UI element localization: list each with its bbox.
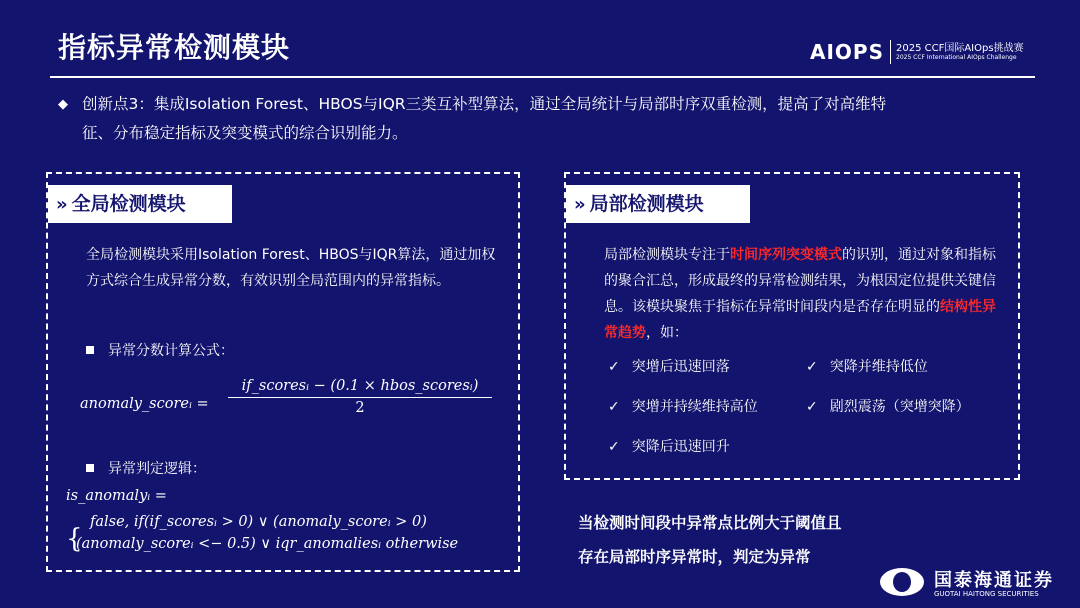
pattern-item [608,436,730,456]
innovation-line-2: 征、分布稳定指标及突变模式的综合识别能力。 [82,124,408,142]
logic-case-2: (anomaly_scoreᵢ <− 0.5) ∨ iqr_anomaliesᵢ otherwise [76,536,459,552]
company-name: 国泰海通证券 [934,570,1054,591]
formula-fraction [228,378,492,416]
score-formula-heading [86,340,234,360]
conclusion [578,506,842,574]
formula-numerator: if_scoresᵢ − (0.1 × hbos_scoresᵢ) [241,378,479,394]
innovation-line-1: 创新点3：集成Isolation Forest、HBOS与IQR三类互补型算法，通过全局统计与局部时序双重检测，提高了对高维特 [82,95,887,113]
checkmark-icon: ✓ [806,359,818,375]
fraction-bar [228,397,492,398]
diamond-bullet-icon: ◆ [58,97,68,112]
logic-lhs: is_anomalyᵢ = [66,488,167,504]
local-desc-part-1: 局部检测模块专注于 [604,247,730,263]
global-module-title: 全局检测模块 [71,193,186,215]
global-module-panel [46,172,520,572]
company-emblem-icon [880,568,924,596]
title-divider [50,76,1035,78]
score-formula-heading-text: 异常分数计算公式： [108,343,234,359]
page-title: 指标异常检测模块 [58,31,291,64]
pattern-label: 突降后迅速回升 [631,439,730,455]
logic-brace: { [66,524,83,554]
square-bullet-icon [86,464,94,472]
brand-event-name: 2025 CCF国际AIOps挑战赛 [896,43,1024,54]
highlight-time-series: 时间序列突变模式 [730,247,842,263]
logic-heading [86,458,206,478]
square-bullet-icon [86,346,94,354]
global-module-description: 全局检测模块采用Isolation Forest、HBOS与IQR算法，通过加权方式综合生成异常分数，有效识别全局范围内的异常指标。 [86,247,496,289]
brand-divider [890,40,891,64]
highlight-structural-trend: 结构性异常趋势 [604,299,996,341]
local-desc-part-3: ，如： [646,325,688,341]
company-name-en: GUOTAI HAITONG SECURITIES [934,590,1039,598]
pattern-label: 突降并维持低位 [829,359,928,375]
formula-denominator: 2 [355,400,365,416]
double-chevron-icon: » [574,194,586,215]
conclusion-line-2: 存在局部时序异常时，判定为异常 [578,548,811,566]
logic-case-1: false, if(if_scoresᵢ > 0) ∨ (anomaly_scoreᵢ > 0) [90,514,427,530]
pattern-label: 突增后迅速回落 [631,359,730,375]
brand-event-name-en: 2025 CCF International AIOps Challenge [896,54,1017,61]
local-desc-part-2: 的识别，通过对象和指标的聚合汇总，形成最终的异常检测结果，为根因定位提供关键信息。该模块聚焦于指标在异常时间段内是否存在明显的 [604,247,996,315]
pattern-item [608,356,730,376]
company-logo [880,566,1070,602]
local-module-description [604,242,1004,346]
pattern-item [608,396,758,416]
double-chevron-icon: » [56,194,68,215]
local-module-tag [566,185,750,223]
pattern-item [806,356,928,376]
pattern-label: 突增并持续维持高位 [631,399,758,415]
checkmark-icon: ✓ [608,399,620,415]
aiops-logo: AIOPS [810,40,884,64]
local-module-title: 局部检测模块 [589,193,704,215]
logic-heading-text: 异常判定逻辑： [108,461,206,477]
formula-lhs: anomaly_scoreᵢ = [80,396,209,412]
checkmark-icon: ✓ [806,399,818,415]
innovation-point [58,90,1018,148]
global-module-tag [48,185,232,223]
checkmark-icon: ✓ [608,359,620,375]
pattern-item [806,396,970,416]
checkmark-icon: ✓ [608,439,620,455]
pattern-label: 剧烈震荡（突增突降） [829,399,970,415]
conclusion-line-1: 当检测时间段中异常点比例大于阈值且 [578,514,842,532]
